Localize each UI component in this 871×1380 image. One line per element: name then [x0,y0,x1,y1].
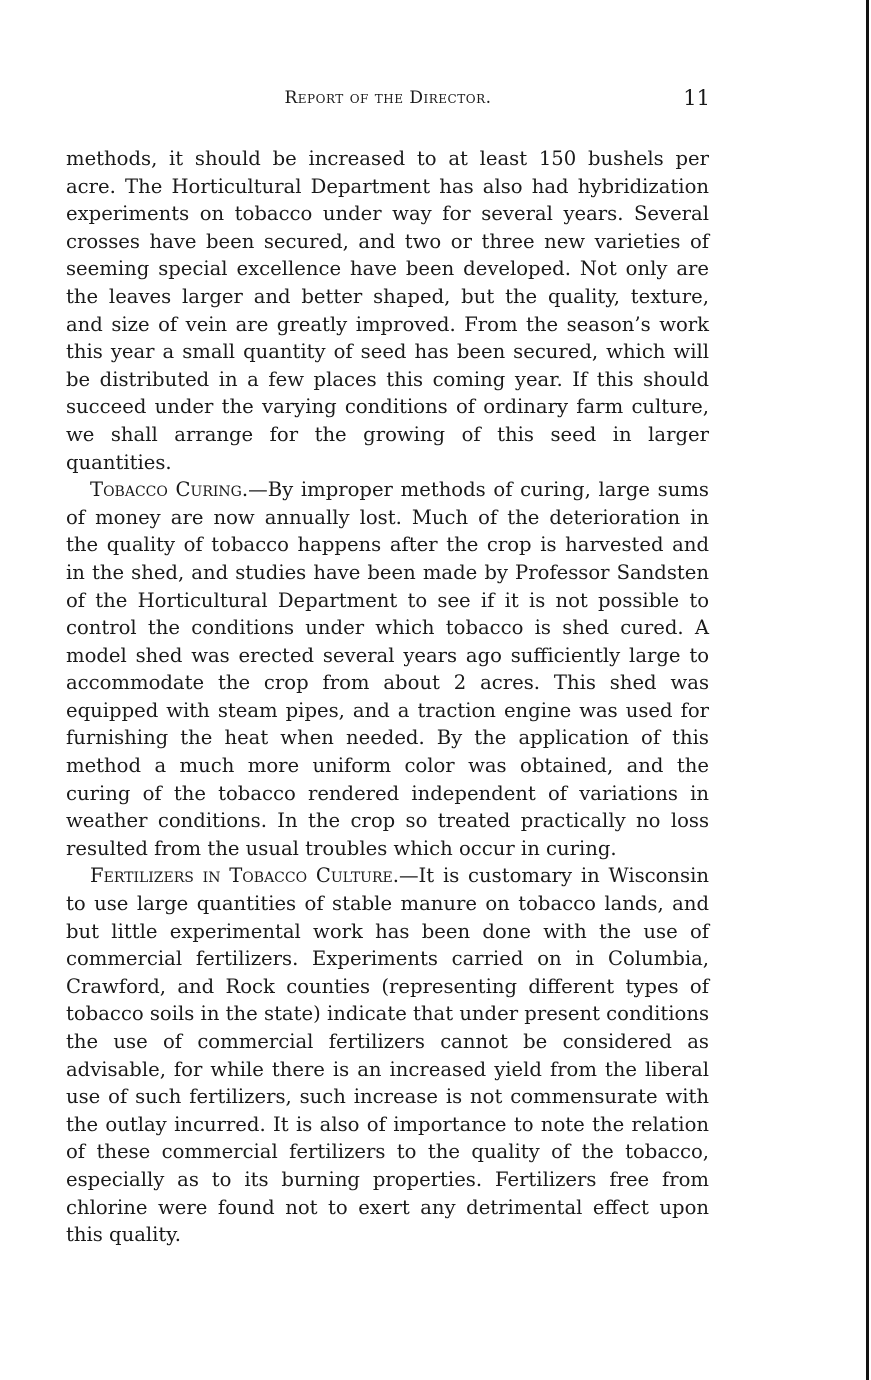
section-heading-tobacco-curing: Tobacco Curing. [90,478,249,502]
page-header [66,88,710,122]
body-text [66,145,709,1249]
page-edge-border [866,0,869,1380]
section-heading-fertilizers: Fertilizers in Tobacco Culture. [90,864,399,888]
paragraph-text: —It is customary in Wisconsin to use large quantities of stable manure on tobacco lands, and but little experimental work has been done with the use of commercial fertilizers. Experiments carried on in Columbia, Crawford, and Rock counties (representing different types of tobacco soils in the state) indicate that under present conditions the use of commercial fertilizers cannot be considered as advisable, for while there is an increased yield from the liberal use of such fertilizers, such increase is not commensurate with the outlay incurred. It is also of importance to note the relation of these commercial fertilizers to the quality of the tobacco, especially as to its burning properties. Fertilizers free from chlorine were found not to exert any detrimental effect upon this quality. [66,864,709,1247]
page-number: 11 [683,86,710,110]
paragraph-tobacco-curing [66,476,709,862]
running-head: Report of the Director. [284,88,492,108]
paragraph-fertilizers [66,862,709,1248]
paragraph-text: methods, it should be increased to at least 150 bushels per acre. The Horticultural Department has also had hybridization experiments on tobacco under way for several years. Several crosses have been secured, and two or three new varieties of seeming special excellence have been developed. Not only are the leaves larger and better shaped, but the quality, texture, and size of vein are greatly improved. From the season’s work this year a small quantity of seed has been secured, which will be distributed in a few places this coming year. If this should succeed under the varying conditions of ordinary farm culture, we shall arrange for the growing of this seed in larger quantities. [66,147,709,474]
paragraph-text: —By improper methods of curing, large sums of money are now annually lost. Much of the deterioration in the quality of tobacco happens after the crop is harvested and in the shed, and studies have been made by Professor Sandsten of the Horticultural Department to see if it is not possible to control the conditions under which tobacco is shed cured. A model shed was erected several years ago sufficiently large to accommodate the crop from about 2 acres. This shed was equipped with steam pipes, and a traction engine was used for furnishing the heat when needed. By the application of this method a much more uniform color was obtained, and the curing of the tobacco rendered independent of variations in weather conditions. In the crop so treated practically no loss resulted from the usual troubles which occur in curing. [66,478,709,860]
paragraph-continuation [66,145,709,476]
